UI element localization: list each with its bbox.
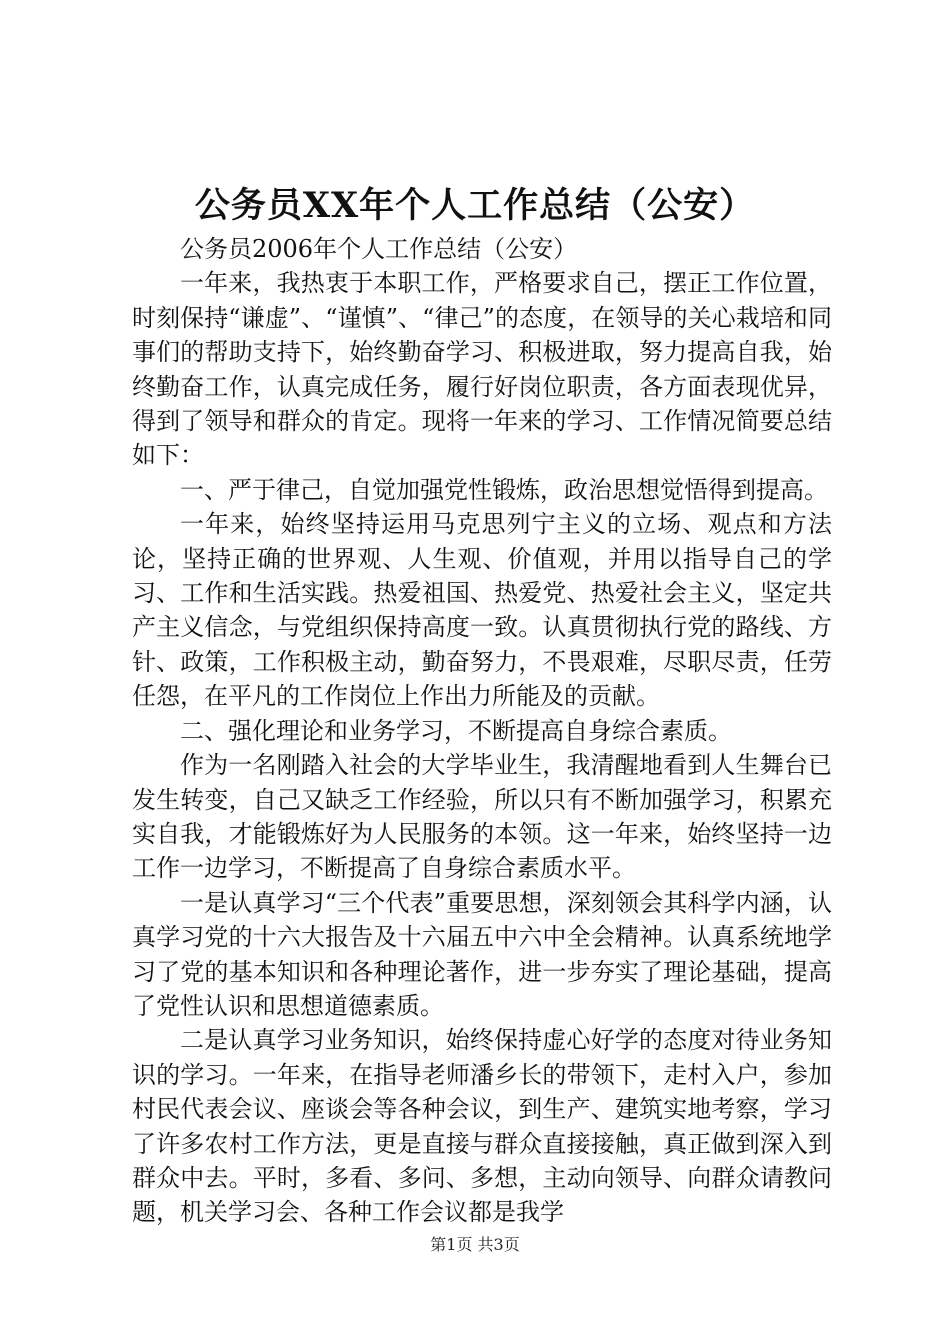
- section-heading-2: 二、强化理论和业务学习，不断提高自身综合素质。: [180, 716, 732, 745]
- paragraph-subtitle: 公务员2006年个人工作总结（公安）: [180, 235, 578, 263]
- document-title: 公务员XX年个人工作总结（公安）: [194, 185, 756, 226]
- paragraph-point-2: 二是认真学习业务知识，始终保持虚心好学的态度对待业务知识的学习。一年来，在指导老师潘乡长的带领下，走村入户，参加村民代表会议、座谈会等各种会议，到生产、建筑实地考察，学习了许多农村工作方法，更是直接与群众直接接触，真正做到深入到群众中去。平时，多看、多问、多想，主动向领导、向群众请教问题，机关学习会、各种工作会议都是我学: [132, 1026, 832, 1227]
- page-number-footer: 第1页 共3页: [430, 1235, 520, 1254]
- paragraph-section-1: 一年来，始终坚持运用马克思列宁主义的立场、观点和方法论，坚持正确的世界观、人生观、价值观，并用以指导自己的学习、工作和生活实践。热爱祖国、热爱党、热爱社会主义，坚定共产主义信念，与党组织保持高度一致。认真贯彻执行党的路线、方针、政策，工作积极主动，勤奋努力，不畏艰难，尽职尽责，任劳任怨，在平凡的工作岗位上作出力所能及的贡献。: [132, 510, 832, 711]
- paragraph-section-2: 作为一名刚踏入社会的大学毕业生，我清醒地看到人生舞台已发生转变，自己又缺乏工作经验，所以只有不断加强学习，积累充实自我，才能锻炼好为人民服务的本领。这一年来，始终坚持一边工作一边学习，不断提高了自身综合素质水平。: [132, 751, 832, 883]
- document-body: [132, 232, 832, 1230]
- paragraph-point-1: 一是认真学习“三个代表”重要思想，深刻领会其科学内涵，认真学习党的十六大报告及十六届五中六中全会精神。认真系统地学习了党的基本知识和各种理论著作，进一步夯实了理论基础，提高了党性认识和思想道德素质。: [132, 888, 832, 1020]
- section-heading-1: 一、严于律己，自觉加强党性锻炼，政治思想觉悟得到提高。: [180, 475, 828, 504]
- paragraph-intro: 一年来，我热衷于本职工作，严格要求自己，摆正工作位置，时刻保持“谦虚”、“谨慎”、“律己”的态度，在领导的关心栽培和同事们的帮助支持下，始终勤奋学习、积极进取，努力提高自我，始终勤奋工作，认真完成任务，履行好岗位职责，各方面表现优异，得到了领导和群众的肯定。现将一年来的学习、工作情况简要总结如下：: [132, 269, 832, 470]
